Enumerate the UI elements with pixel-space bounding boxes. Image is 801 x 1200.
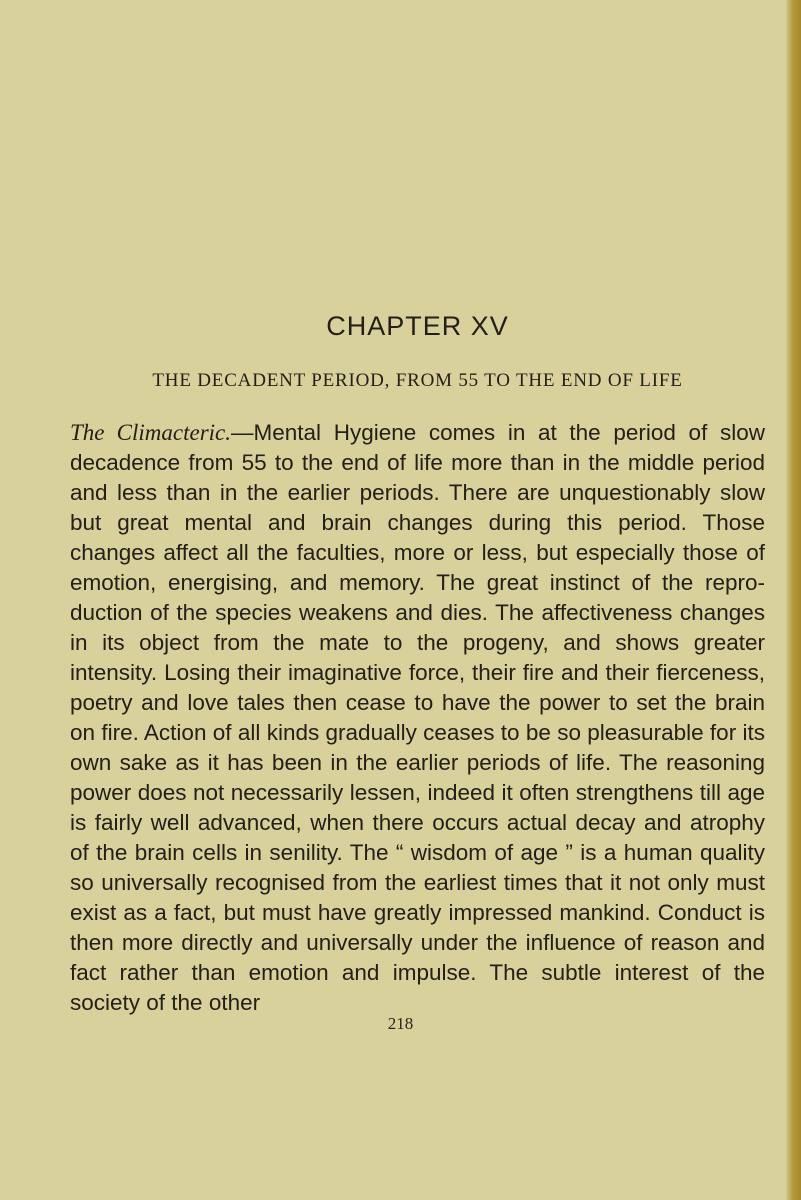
paragraph-text: —Mental Hygiene comes in at the period of slow decadence from 55 to the end of life more than in the middle period and less than in the earlier periods. There are unquestionably slow but great mental and brain changes during this period. Those changes affect all the faculties, more or less, but especially those of emotion, energising, and memory. The great instinct of the reproduction of the species weakens and dies. The affectiveness changes in its object from the mate to the progeny, and shows greater intensity. Losing their imaginative force, their fire and their fierceness, poetry and love tales then cease to have the power to set the brain on fire. Action of all kinds gradually ceases to be so pleasurable for its own sake as it has been in the earlier periods of life. The reasoning power does not necessarily lessen, indeed it often strengthens till age is fairly well advanced, when there occurs actual decay and atrophy of the brain cells in senility. The “ wisdom of age ” is a human quality so universally recognised from the earliest times that it not only must exist as a fact, but must have greatly impressed mankind. Conduct is then more directly and universally under the influence of reason and fact rather than emotion and impulse. The subtle interest of the society of the other [70, 420, 765, 1015]
body-paragraph [70, 418, 765, 1018]
lead-in: The Climacteric. [70, 420, 231, 445]
page-number: 218 [387, 1014, 414, 1033]
section-title: THE DECADENT PERIOD, FROM 55 TO THE END OF LIFE [152, 370, 683, 391]
chapter-title: CHAPTER XV [326, 311, 509, 341]
text-block [70, 303, 765, 1018]
